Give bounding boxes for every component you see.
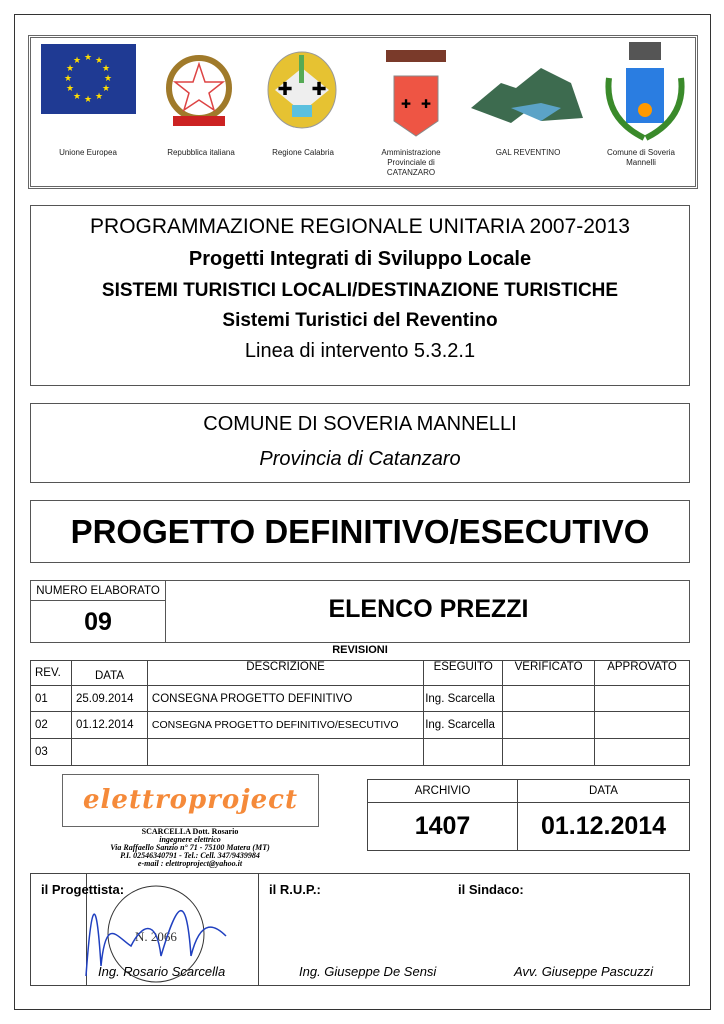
- svg-text:★: ★: [83, 94, 93, 104]
- svg-text:★: ★: [103, 73, 113, 83]
- company-phone: P.I. 02546340791 - Tel.: Cell. 347/9439984: [120, 851, 260, 860]
- cell: [147, 739, 423, 766]
- elaborato-box: [30, 580, 690, 643]
- cell: [595, 712, 690, 739]
- cell: [503, 686, 595, 712]
- svg-text:★: ★: [63, 73, 73, 83]
- header-eseguito: ESEGUITO: [424, 661, 503, 686]
- company-address: Via Raffaello Sanzio n° 71 - 75100 Matera (MT): [110, 843, 270, 852]
- logo-caption: Amministrazione Provinciale di CATANZARO: [381, 148, 441, 177]
- program-box: [30, 205, 690, 386]
- cell: CONSEGNA PROGETTO DEFINITIVO/ESECUTIVO: [147, 712, 423, 739]
- signatures-box: [30, 873, 690, 986]
- cell: [71, 739, 147, 766]
- company-role: ingegnere elettrico: [159, 835, 221, 844]
- logo-caption: GAL REVENTINO: [495, 148, 561, 157]
- cell: [424, 739, 503, 766]
- cell: Ing. Scarcella: [424, 712, 503, 739]
- project-title: PROGETTO DEFINITIVO/ESECUTIVO: [70, 513, 650, 550]
- eu-flag-icon: [41, 44, 136, 114]
- data-label: DATA: [518, 780, 689, 803]
- svg-text:N. 2066: N. 2066: [135, 929, 177, 944]
- logo-caption: Unione Europea: [59, 148, 117, 157]
- soveria-mannelli-emblem-icon: [599, 38, 689, 143]
- project-title-box: [30, 500, 690, 563]
- comune-box: [30, 403, 690, 483]
- header-data: DATA: [71, 661, 147, 686]
- numero-elaborato-label: NUMERO ELABORATO: [31, 581, 166, 601]
- svg-text:★: ★: [94, 55, 104, 65]
- svg-text:★: ★: [94, 91, 104, 101]
- archive-date: 01.12.2014: [540, 812, 667, 840]
- archivio-label: ARCHIVIO: [368, 780, 518, 803]
- rup-label: il R.U.P.:: [269, 882, 321, 897]
- table-row: [31, 739, 690, 766]
- program-title: PROGRAMMAZIONE REGIONALE UNITARIA 2007-2013: [90, 215, 630, 238]
- svg-text:★: ★: [65, 63, 75, 73]
- svg-text:★: ★: [101, 63, 111, 73]
- cell: [595, 739, 690, 766]
- divider: [258, 874, 259, 985]
- svg-text:✚: ✚: [400, 97, 412, 111]
- sindaco-label: il Sindaco:: [458, 882, 524, 897]
- province-name: Provincia di Catanzaro: [259, 448, 461, 470]
- header-approvato: APPROVATO: [595, 661, 690, 686]
- table-header-row: [31, 661, 690, 686]
- cell: 01: [31, 686, 72, 712]
- table-row: [31, 686, 690, 712]
- cell: CONSEGNA PROGETTO DEFINITIVO: [147, 686, 423, 712]
- cell: [503, 739, 595, 766]
- catanzaro-emblem-icon: [376, 46, 456, 141]
- logo-caption: Comune di Soveria Mannelli: [606, 148, 676, 167]
- header-descrizione: DESCRIZIONE: [147, 661, 423, 686]
- repubblica-emblem-icon: [159, 50, 239, 135]
- logo-caption: Repubblica italiana: [167, 148, 235, 157]
- program-system: Sistemi Turistici del Reventino: [222, 310, 498, 331]
- svg-text:✚: ✚: [277, 79, 293, 99]
- header-verificato: VERIFICATO: [503, 661, 595, 686]
- company-info: [40, 828, 340, 868]
- calabria-emblem-icon: [265, 50, 340, 130]
- svg-text:★: ★: [65, 83, 75, 93]
- table-row: [31, 712, 690, 739]
- svg-text:★: ★: [72, 91, 82, 101]
- cell: 03: [31, 739, 72, 766]
- program-subtitle: Progetti Integrati di Sviluppo Locale: [188, 248, 532, 270]
- comune-name: COMUNE DI SOVERIA MANNELLI: [203, 413, 517, 435]
- rup-name: Ing. Giuseppe De Sensi: [299, 964, 437, 979]
- company-logo: [62, 774, 319, 827]
- svg-text:✚: ✚: [311, 79, 327, 99]
- sindaco-name: Avv. Giuseppe Pascuzzi: [514, 964, 653, 979]
- program-section: SISTEMI TURISTICI LOCALI/DESTINAZIONE TURISTICHE: [101, 280, 619, 301]
- cell: 01.12.2014: [71, 712, 147, 739]
- svg-text:✚: ✚: [420, 97, 432, 111]
- cell: [503, 712, 595, 739]
- gal-reventino-logo-icon: [471, 63, 586, 123]
- cell: [595, 686, 690, 712]
- cell: Ing. Scarcella: [424, 686, 503, 712]
- cell: 25.09.2014: [71, 686, 147, 712]
- progettista-name: Ing. Rosario Scarcella: [98, 964, 226, 979]
- cell: 02: [31, 712, 72, 739]
- archivio-number: 1407: [368, 803, 518, 850]
- company-name: SCARCELLA Dott. Rosario: [141, 827, 239, 836]
- archive-box: [367, 779, 690, 851]
- svg-text:★: ★: [83, 52, 93, 62]
- numero-elaborato: 09: [31, 601, 166, 643]
- logos-banner: [28, 35, 698, 189]
- revisions-title: REVISIONI: [332, 644, 388, 656]
- company-logo-text: elettroproject: [82, 785, 299, 815]
- company-email: e-mail : elettroproject@yahoo.it: [137, 859, 243, 868]
- svg-text:★: ★: [72, 55, 82, 65]
- revisions-table: [30, 660, 690, 766]
- logo-caption: Regione Calabria: [272, 148, 334, 157]
- header-rev: REV.: [31, 661, 72, 686]
- svg-text:★: ★: [101, 83, 111, 93]
- elaborato-title: ELENCO PREZZI: [328, 595, 529, 623]
- program-line: Linea di intervento 5.3.2.1: [244, 340, 476, 362]
- progettista-label: il Progettista:: [41, 882, 125, 897]
